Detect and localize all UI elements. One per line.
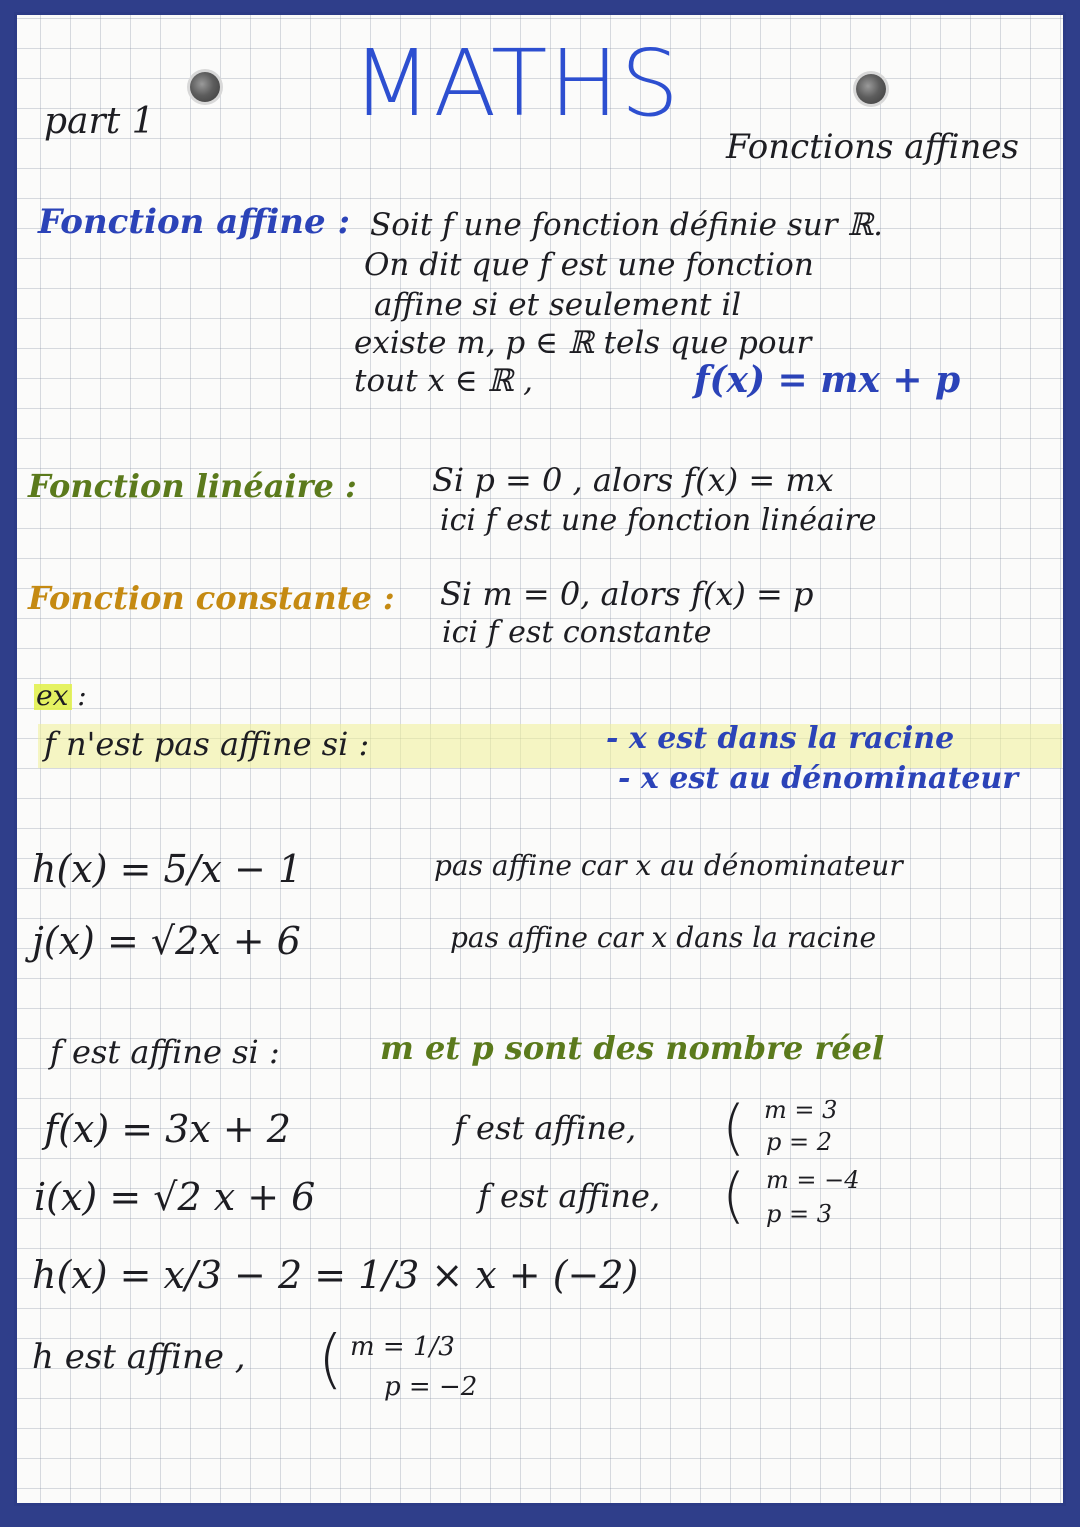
- notebook-page: [14, 12, 1066, 1506]
- j-note: pas affine car x dans la racine: [450, 921, 877, 954]
- f-definition: f(x) = 3x + 2: [44, 1107, 291, 1151]
- i-p-value: p = 3: [766, 1200, 832, 1228]
- not-affine-cond-2: - x est au dénominateur: [618, 761, 1019, 796]
- i-definition: i(x) = √2 x + 6: [34, 1175, 316, 1219]
- lineaire-line-2: ici f est une fonction linéaire: [440, 503, 877, 538]
- h2-note: h est affine ,: [32, 1337, 246, 1377]
- f-brace: (: [722, 1093, 746, 1163]
- affine-if-condition: m et p sont des nombre réel: [380, 1029, 885, 1067]
- constante-line-2: ici f est constante: [442, 615, 712, 650]
- i-m-value: m = −4: [766, 1166, 860, 1194]
- h-note: pas affine car x au dénominateur: [434, 849, 903, 882]
- part-label: part 1: [44, 101, 155, 142]
- h2-p-value: p = −2: [384, 1372, 478, 1402]
- constante-heading: Fonction constante :: [28, 579, 395, 617]
- affine-line-4: existe m, p ∈ ℝ tels que pour: [354, 325, 812, 361]
- affine-if-lead: f est affine si :: [50, 1033, 280, 1071]
- f-note: f est affine,: [454, 1109, 637, 1147]
- affine-line-1: Soit f une fonction définie sur ℝ.: [370, 207, 884, 243]
- i-brace: (: [722, 1161, 746, 1231]
- ex-label: ex :: [36, 679, 87, 712]
- lineaire-heading: Fonction linéaire :: [28, 467, 357, 505]
- h2-brace: (: [318, 1323, 343, 1397]
- h-definition: h(x) = 5/x − 1: [32, 847, 303, 891]
- page-subtitle: Fonctions affines: [726, 127, 1020, 167]
- affine-formula: f(x) = mx + p: [694, 359, 961, 401]
- f-p-value: p = 2: [766, 1128, 832, 1156]
- not-affine-cond-1: - x est dans la racine: [606, 721, 955, 756]
- affine-line-2: On dit que f est une fonction: [364, 247, 814, 283]
- constante-line-1: Si m = 0, alors f(x) = p: [440, 575, 814, 613]
- h2-definition: h(x) = x/3 − 2 = 1/3 × x + (−2): [32, 1253, 639, 1297]
- binder-hole-right: [856, 74, 886, 104]
- i-note: f est affine,: [478, 1177, 661, 1215]
- binder-hole-left: [190, 72, 220, 102]
- j-definition: j(x) = √2x + 6: [32, 919, 301, 963]
- f-m-value: m = 3: [764, 1096, 838, 1124]
- h2-m-value: m = 1/3: [350, 1332, 455, 1362]
- lineaire-line-1: Si p = 0 , alors f(x) = mx: [432, 461, 834, 499]
- affine-heading: Fonction affine :: [38, 202, 351, 242]
- affine-line-5: tout x ∈ ℝ ,: [354, 363, 534, 399]
- page-title: MATHS: [352, 30, 681, 137]
- not-affine-lead: f n'est pas affine si :: [44, 725, 370, 763]
- affine-line-3: affine si et seulement il: [374, 287, 742, 323]
